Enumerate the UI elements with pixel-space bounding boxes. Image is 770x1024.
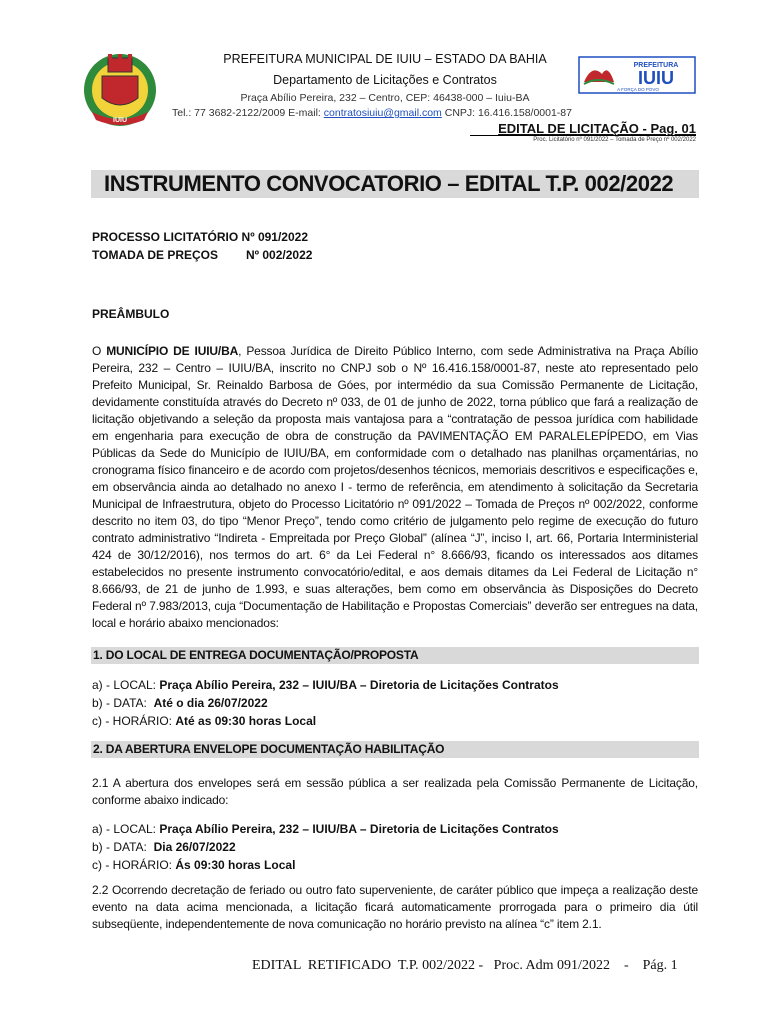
section1-item-data — [92, 696, 268, 710]
preambulo-prefix: O — [92, 344, 107, 358]
header-divider — [470, 135, 696, 136]
item-value: Ás 09:30 horas Local — [175, 858, 296, 872]
email-link[interactable]: contratosiuiu@gmail.com — [323, 107, 442, 119]
item-label: b) - DATA: — [92, 840, 154, 854]
header-tel: Tel.: 77 3682-2122/2009 E-mail: — [172, 107, 324, 119]
page-footer: EDITAL RETIFICADO T.P. 002/2022 - Proc. Adm 091/2022 - Pág. 1 — [252, 958, 678, 973]
logo-text-top: PREFEITURA — [633, 62, 679, 69]
preambulo-municipio: MUNICÍPIO DE IUIU/BA — [106, 344, 239, 358]
section2-title: 2. DA ABERTURA ENVELOPE DOCUMENTAÇÃO HABILITAÇÃO — [93, 742, 445, 756]
section1-title: 1. DO LOCAL DE ENTREGA DOCUMENTAÇÃO/PROPOSTA — [93, 648, 419, 662]
process-number: PROCESSO LICITATÓRIO Nº 091/2022 — [92, 230, 308, 244]
logo-text-sub: A FORÇA DO POVO — [617, 87, 659, 92]
tomada-number: Nº 002/2022 — [246, 248, 313, 262]
item-label: b) - DATA: — [92, 696, 154, 710]
document-title: INSTRUMENTO CONVOCATORIO – EDITAL T.P. 002/2022 — [104, 171, 674, 196]
item-label: c) - HORÁRIO: — [92, 714, 176, 728]
preambulo-body: , Pessoa Jurídica de Direito Público Interno, com sede Administrativa na Praça Abílio Pereira, 232 – Centro – IUIU/BA, inscrito no CNPJ sob o Nº 16.416.158/0001-87, neste ato representado pelo Prefeito Municipal, Sr. Reinaldo Barbosa de Góes, por intermédio da sua Comissão Permanente de Licitação, devidamente constituída através do Decreto nº 033, de 01 de junho de 2022, torna público que fará a realização de licitação objetivando a seleção da proposta mais vantajosa para a “contratação de pessoa jurídica com habilidade em engenharia para execução de obra de construção da PAVIMENTAÇÃO EM PARALELEPÍPEDO, em Vias Públicas da Sede do Município de IUIU/BA, em conformidade com o detalhado nas planilhas orçamentárias, no cronograma físico financeiro e de acordo com projetos/desenhos técnicos, memoriais descritivos e especificações e, em observância ainda ao detalhado no anexo I - termo de referência, em atendimento à solicitação da Secretaria Municipal de Infraestrutura, objeto do Processo Licitatório nº 091/2022 – Tomada de Preços nº 002/2022, conforme descrito no item 03, do tipo “Menor Preço”, tendo como critério de julgamento pelo regime de execução do futuro contrato administrativo “Indireta - Empreitada por Preço Global” (alínea “J”, inciso I, art. 66, Portaria Interministerial 424 de 30/12/2016), nos termos do art. 6° da Lei Federal n° 8.666/93, ficando os interessados aos ditames estabelecidos no presente instrumento convocatório/edital, e aos demais ditames da Lei Federal de Licitação n° 8.666/93, de 21 de junho de 1.993, e suas alterações, bem como em observância às Disposições do Decreto Federal nº 7.983/2013, cuja “Documentação de Habilitação e Propostas Comerciais” deverão ser entregues na data, local e horário abaixo mencionados: — [92, 344, 699, 630]
header-address: Praça Abílio Pereira, 232 – Centro, CEP: 46438-000 – Iuiu-BA — [240, 92, 530, 104]
header-contact — [172, 107, 572, 119]
tomada-label: TOMADA DE PREÇOS — [92, 248, 219, 262]
section1-item-local — [92, 678, 559, 692]
coat-ribbon-text: IUIU — [113, 117, 127, 124]
paragraph-2-1: 2.1 A abertura dos envelopes será em sessão pública a ser realizada pela Comissão Permanente de Licitação, conforme abaixo indicado: — [92, 776, 698, 807]
item-value: Praça Abílio Pereira, 232 – IUIU/BA – Diretoria de Licitações Contratos — [159, 678, 559, 692]
paragraph-2-2: 2.2 Ocorrendo decretação de feriado ou outro fato superveniente, de caráter público que impeça a realização deste evento na data acima mencionada, a licitação ficará automaticamente prorrogada para o primeiro dia útil subseqüente, independentemente de nova comunicação no horário previsto na alínea “c” item 2.1. — [92, 883, 698, 931]
item-value: Dia 26/07/2022 — [153, 840, 236, 854]
item-label: a) - LOCAL: — [92, 678, 160, 692]
preambulo-heading: PREÂMBULO — [92, 307, 170, 321]
preambulo-paragraph — [92, 343, 698, 632]
section2-item-local — [92, 822, 559, 836]
section2-item-horario — [92, 858, 295, 872]
logo-text-main: IUIU — [638, 68, 674, 88]
edital-page-label: EDITAL DE LICITAÇÃO - Pag. 01 — [498, 121, 696, 136]
header-line-2: Departamento de Licitações e Contratos — [273, 73, 497, 87]
item-label: c) - HORÁRIO: — [92, 858, 176, 872]
section1-item-horario — [92, 714, 316, 728]
item-label: a) - LOCAL: — [92, 822, 160, 836]
header-cnpj: CNPJ: 16.416.158/0001-87 — [441, 107, 572, 119]
tomada-de-precos — [92, 248, 313, 262]
proc-small-text: Proc. Licitatório nº 091/2022 – Tomada de Preço nº 002/2022 — [533, 137, 696, 143]
coat-of-arms-icon — [78, 46, 162, 130]
item-value: Praça Abílio Pereira, 232 – IUIU/BA – Diretoria de Licitações Contratos — [159, 822, 559, 836]
item-value: Até as 09:30 horas Local — [175, 714, 317, 728]
section2-item-data — [92, 840, 236, 854]
header-line-1: PREFEITURA MUNICIPAL DE IUIU – ESTADO DA BAHIA — [223, 52, 547, 66]
item-value: Até o dia 26/07/2022 — [153, 696, 268, 710]
